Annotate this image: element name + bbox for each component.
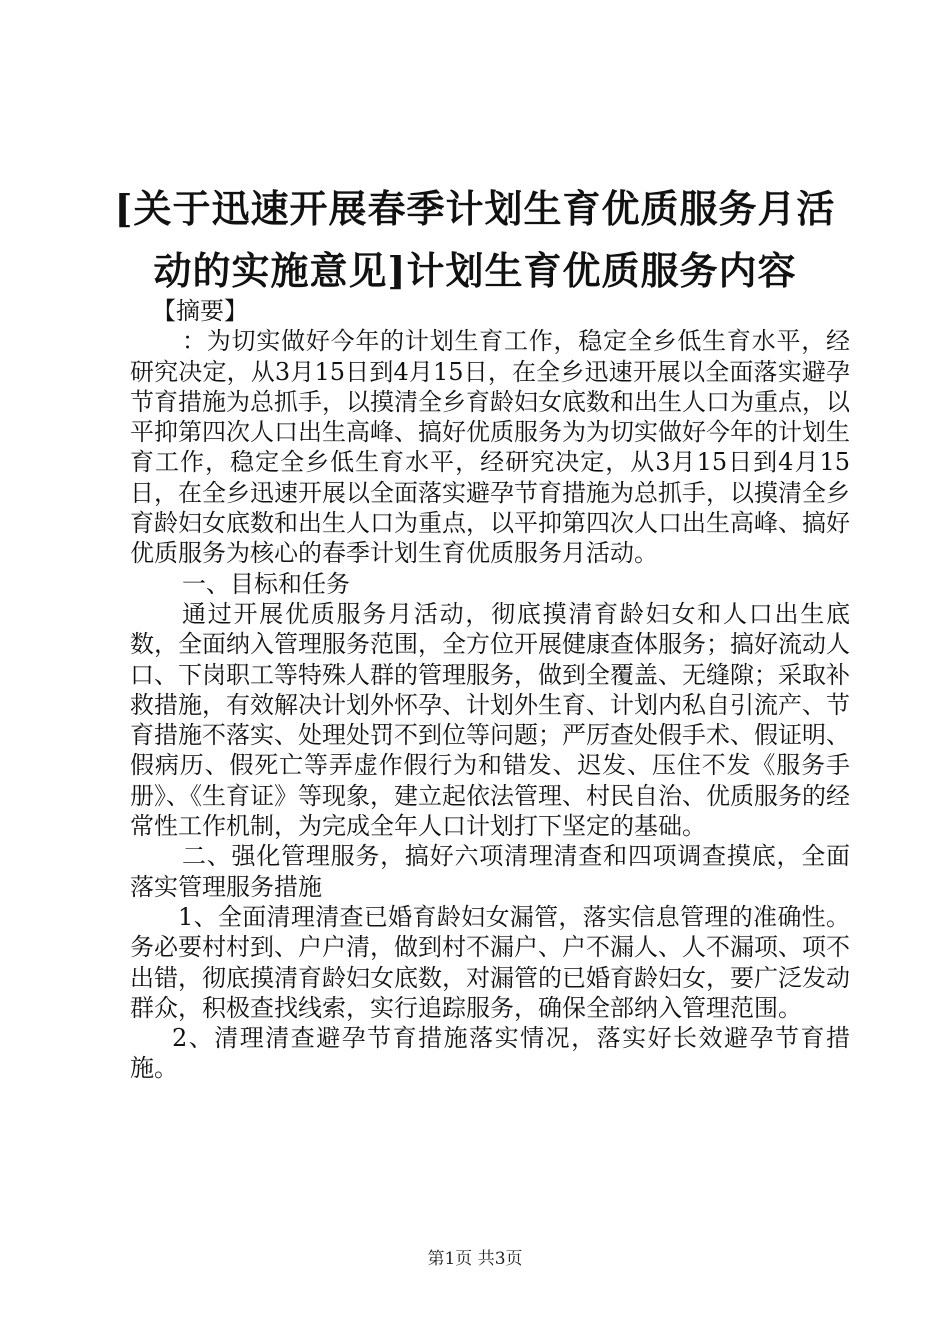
document-body [130,296,850,1084]
section-paragraph-1: 通过开展优质服务月活动，彻底摸清育龄妇女和人口出生底数，全面纳入管理服务范围，全方位开展健康查体服务；搞好流动人口、下岗职工等特殊人群的管理服务，做到全覆盖、无缝隙；采取补救措施，有效解决计划外怀孕、计划外生育、计划内私自引流产、节育措施不落实、处理处罚不到位等问题；严厉查处假手术、假证明、假病历、假死亡等弄虚作假行为和错发、迟发、压住不发《服务手册》、《生育证》等现象，建立起依法管理、村民自治、优质服务的经常性工作机制，为完成全年人口计划打下坚定的基础。 [130,599,850,841]
document-title: [关于迅速开展春季计划生育优质服务月活动的实施意见]计划生育优质服务内容 [114,186,836,293]
list-item-2: 2、清理清查避孕节育措施落实情况，落实好长效避孕节育措施。 [130,1024,850,1083]
section-heading-1: 一、目标和任务 [182,569,350,598]
list-item-1: 1、全面清理清查已婚育龄妇女漏管，落实信息管理的准确性。务必要村村到、户户清，做到村不漏户、户不漏人、人不漏项、项不出错，彻底摸清育龄妇女底数，对漏管的已婚育龄妇女，要广泛发动群众，积极查找线索，实行追踪服务，确保全部纳入管理范围。 [130,902,850,1022]
section-heading-2: 二、强化管理服务，搞好六项清理清查和四项调查摸底，全面落实管理服务措施 [130,842,850,901]
page-footer: 第1页 共3页 [427,1249,523,1269]
abstract-paragraph: ：为切实做好今年的计划生育工作，稳定全乡低生育水平，经研究决定，从3月15日到4月15日，在全乡迅速开展以全面落实避孕节育措施为总抓手，以摸清全乡育龄妇女底数和出生人口为重点，以平抑第四次人口出生高峰、搞好优质服务为为切实做好今年的计划生育工作，稳定全乡低生育水平，经研究决定，从3月15日到4月15日，在全乡迅速开展以全面落实避孕节育措施为总抓手，以摸清全乡育龄妇女底数和出生人口为重点，以平抑第四次人口出生高峰、搞好优质服务为核心的春季计划生育优质服务月活动。 [130,327,850,568]
abstract-label: 【摘要】 [152,297,248,325]
